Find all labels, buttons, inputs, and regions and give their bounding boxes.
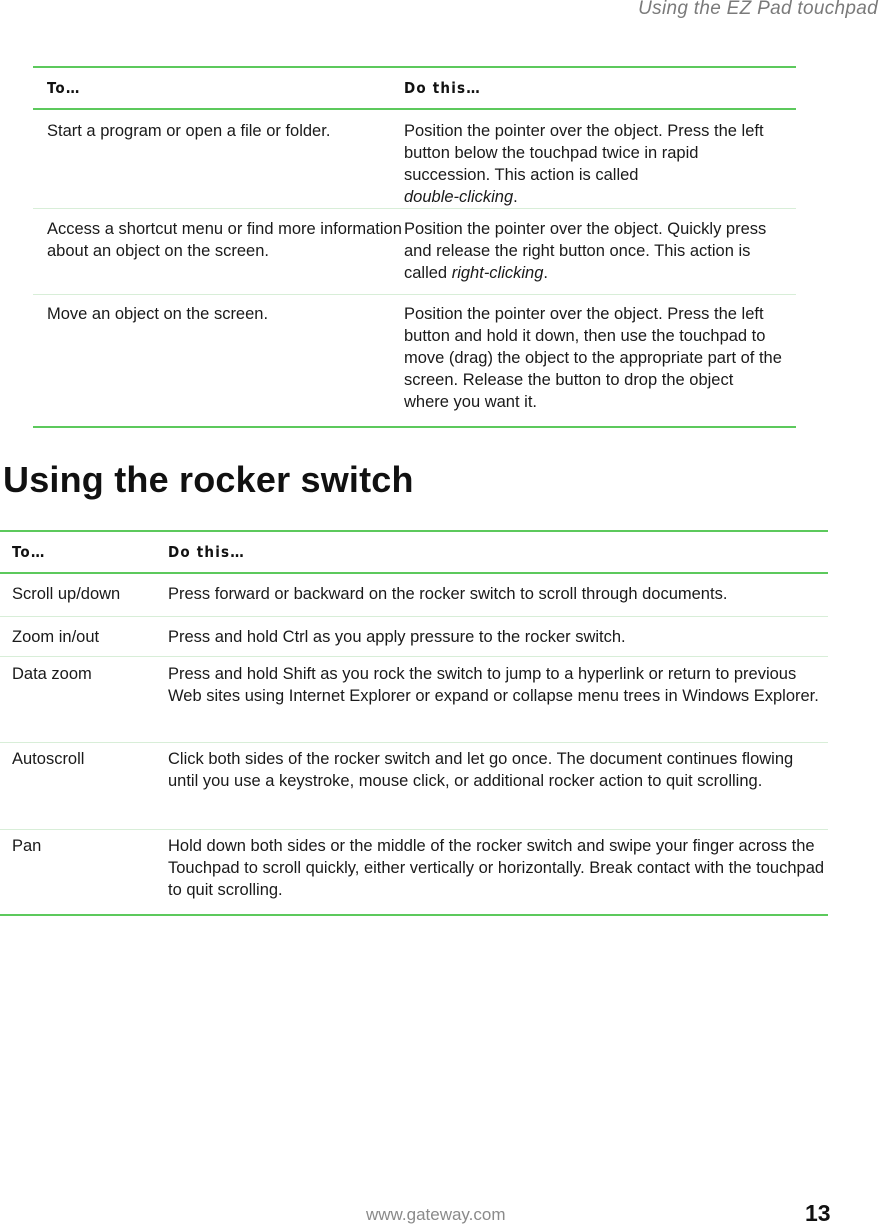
table-row (0, 829, 828, 915)
table-row (0, 616, 828, 656)
table-row (33, 109, 796, 209)
rocker-switch-table (0, 530, 828, 916)
table-row (33, 209, 796, 295)
action-cell: Click both sides of the rocker switch and let go once. The document continues flowing until you use a keystroke, mouse click, or additional rocker action to quit scrolling. (168, 742, 828, 829)
action-cell: Hold down both sides or the middle of the rocker switch and swipe your finger across the Touchpad to scroll quickly, either vertically or horizontally. Break contact with the touchpad to quit scrolling. (168, 829, 828, 915)
task-cell: Autoscroll (0, 742, 168, 829)
touchpad-actions-table (33, 66, 796, 428)
page-number: 13 (805, 1200, 831, 1226)
table-row (0, 656, 828, 742)
table-row (0, 742, 828, 829)
column-header-do-this: Do this… (404, 67, 796, 109)
task-cell: Scroll up/down (0, 573, 168, 616)
running-header: Using the EZ Pad touchpad (638, 0, 878, 19)
column-header-do-this: Do this… (168, 531, 828, 573)
task-cell: Data zoom (0, 656, 168, 742)
term-double-clicking: double-clicking (404, 188, 514, 206)
task-cell: Pan (0, 829, 168, 915)
table-row (0, 573, 828, 616)
term-suffix: . (513, 188, 518, 206)
table-header-row (0, 531, 828, 573)
task-cell: Start a program or open a file or folder. (33, 109, 404, 209)
task-cell: Zoom in/out (0, 616, 168, 656)
action-cell: Press and hold Ctrl as you apply pressure to the rocker switch. (168, 616, 828, 656)
action-cell (404, 109, 796, 209)
task-cell: Access a shortcut menu or find more information about an object on the screen. (33, 209, 404, 295)
table-row (33, 295, 796, 427)
column-header-to: To… (0, 531, 168, 573)
column-header-to: To… (33, 67, 404, 109)
action-cell: Position the pointer over the object. Press the left button and hold it down, then use the touchpad to move (drag) the object to the appropriate part of the screen. Release the button to drop the object where you want it. (404, 295, 796, 427)
footer-url: www.gateway.com (366, 1205, 506, 1224)
table-header-row (33, 67, 796, 109)
action-text: Position the pointer over the object. Quickly press and release the right button once. This action is called (404, 220, 767, 282)
term-right-clicking: right-clicking (451, 264, 544, 282)
action-cell (404, 209, 796, 295)
section-heading: Using the rocker switch (3, 459, 414, 500)
action-cell: Press forward or backward on the rocker switch to scroll through documents. (168, 573, 828, 616)
task-cell: Move an object on the screen. (33, 295, 404, 427)
term-suffix: . (543, 264, 549, 282)
action-text: Position the pointer over the object. Press the left button below the touchpad twice in rapid succession. This action is called (404, 122, 764, 184)
action-cell: Press and hold Shift as you rock the switch to jump to a hyperlink or return to previous Web sites using Internet Explorer or expand or collapse menu trees in Windows Explorer. (168, 656, 828, 742)
